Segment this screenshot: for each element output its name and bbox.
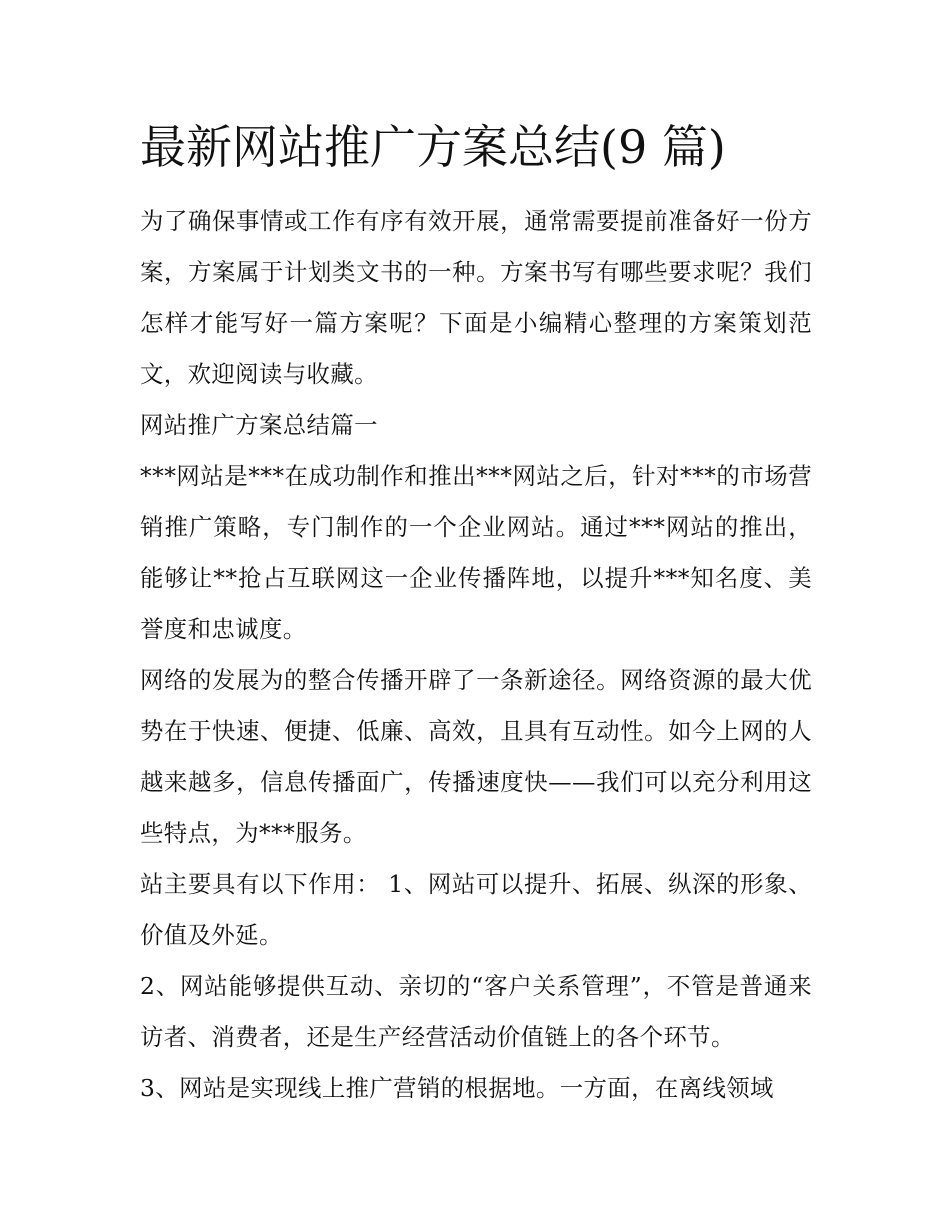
- body-paragraph: ***网站是***在成功制作和推出***网站之后，针对***的市场营销推广策略，专门制作的一个企业网站。通过***网站的推出，能够让**抢占互联网这一企业传播阵地，以提升***知名度、美誉度和忠诚度。: [140, 462, 812, 643]
- intro-paragraph: 为了确保事情或工作有序有效开展，通常需要提前准备好一份方案，方案属于计划类文书的一种。方案书写有哪些要求呢？我们怎样才能写好一篇方案呢？下面是小编精心整理的方案策划范文，欢迎阅读与收藏。: [140, 207, 812, 388]
- document-body: [140, 196, 812, 1114]
- list-paragraph: 站主要具有以下作用： 1、网站可以提升、拓展、纵深的形象、价值及外延。: [140, 870, 812, 949]
- body-paragraph: 网络的发展为的整合传播开辟了一条新途径。网络资源的最大优势在于快速、便捷、低廉、高效，且具有互动性。如今上网的人越来越多，信息传播面广，传播速度快——我们可以充分利用这些特点，为***服务。: [140, 666, 812, 847]
- document-title: 最新网站推广方案总结(9 篇): [140, 120, 726, 174]
- section-heading: 网站推广方案总结篇一: [140, 411, 378, 439]
- list-paragraph: 2、网站能够提供互动、亲切的“客户关系管理”，不管是普通来访者、消费者，还是生产经营活动价值链上的各个环节。: [140, 972, 812, 1051]
- list-paragraph: 3、网站是实现线上推广营销的根据地。一方面，在离线领域: [140, 1074, 774, 1102]
